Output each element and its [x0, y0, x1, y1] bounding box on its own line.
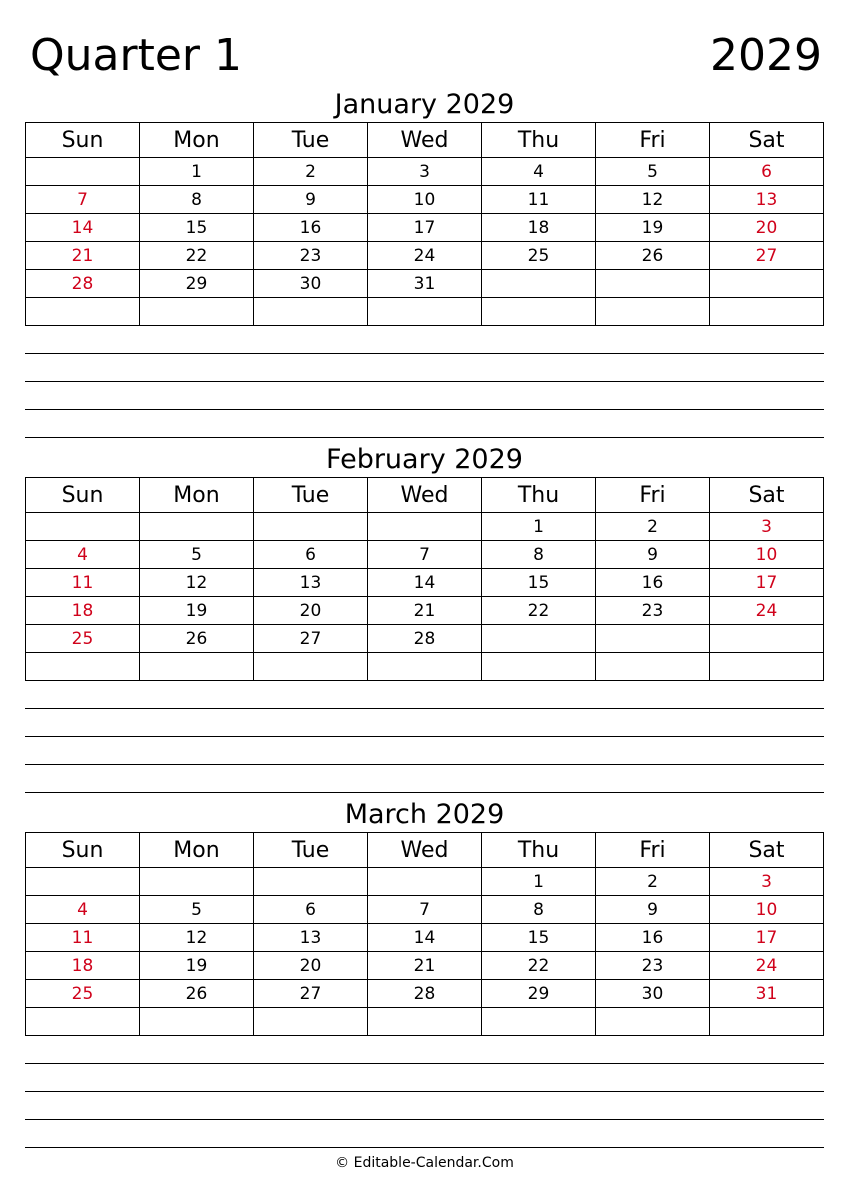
- weekday-header-fri: Fri: [596, 833, 710, 868]
- day-cell: 19: [140, 952, 254, 980]
- day-cell: [482, 1008, 596, 1036]
- day-cell: 15: [482, 924, 596, 952]
- day-cell: 24: [710, 952, 824, 980]
- day-cell: [710, 298, 824, 326]
- week-row: [26, 868, 824, 896]
- day-cell: 19: [140, 597, 254, 625]
- day-cell: [26, 513, 140, 541]
- note-line: [25, 1036, 824, 1064]
- weekday-header-row: [26, 833, 824, 868]
- week-row: [26, 569, 824, 597]
- day-cell: 15: [140, 214, 254, 242]
- day-cell: 2: [254, 158, 368, 186]
- day-cell: 25: [26, 625, 140, 653]
- day-cell: 3: [368, 158, 482, 186]
- weekday-header-tue: Tue: [254, 478, 368, 513]
- day-cell: [482, 653, 596, 681]
- day-cell: 6: [254, 541, 368, 569]
- weekday-header-sat: Sat: [710, 833, 824, 868]
- day-cell: 18: [26, 952, 140, 980]
- day-cell: 14: [368, 569, 482, 597]
- day-cell: [140, 513, 254, 541]
- day-cell: [710, 653, 824, 681]
- notes-area: [25, 1036, 824, 1148]
- day-cell: 21: [368, 597, 482, 625]
- weekday-header-wed: Wed: [368, 833, 482, 868]
- day-cell: 31: [368, 270, 482, 298]
- day-cell: 6: [254, 896, 368, 924]
- month-title: February 2029: [326, 444, 523, 475]
- day-cell: 10: [368, 186, 482, 214]
- day-cell: 1: [482, 513, 596, 541]
- day-cell: [26, 158, 140, 186]
- day-cell: 10: [710, 541, 824, 569]
- day-cell: 17: [710, 569, 824, 597]
- day-cell: 22: [482, 952, 596, 980]
- month-block-january: [25, 88, 824, 438]
- note-line: [25, 326, 824, 354]
- week-row: [26, 980, 824, 1008]
- week-row: [26, 541, 824, 569]
- day-cell: 23: [596, 597, 710, 625]
- day-cell: [140, 653, 254, 681]
- day-cell: 14: [26, 214, 140, 242]
- weekday-header-wed: Wed: [368, 123, 482, 158]
- day-cell: 4: [26, 541, 140, 569]
- day-cell: 27: [710, 242, 824, 270]
- weekday-header-row: [26, 478, 824, 513]
- day-cell: [596, 1008, 710, 1036]
- day-cell: 8: [140, 186, 254, 214]
- notes-area: [25, 681, 824, 793]
- day-cell: 9: [596, 896, 710, 924]
- day-cell: 7: [368, 541, 482, 569]
- day-cell: 4: [482, 158, 596, 186]
- note-line: [25, 1120, 824, 1148]
- day-cell: [596, 298, 710, 326]
- day-cell: 18: [26, 597, 140, 625]
- day-cell: 27: [254, 980, 368, 1008]
- week-row: [26, 924, 824, 952]
- day-cell: [26, 653, 140, 681]
- note-line: [25, 709, 824, 737]
- weekday-header-tue: Tue: [254, 833, 368, 868]
- day-cell: [254, 513, 368, 541]
- day-cell: 16: [596, 569, 710, 597]
- day-cell: 3: [710, 513, 824, 541]
- day-cell: 25: [482, 242, 596, 270]
- note-line: [25, 382, 824, 410]
- day-cell: [596, 625, 710, 653]
- day-cell: 28: [368, 625, 482, 653]
- weekday-header-thu: Thu: [482, 478, 596, 513]
- day-cell: 22: [140, 242, 254, 270]
- day-cell: 20: [710, 214, 824, 242]
- day-cell: 21: [368, 952, 482, 980]
- note-line: [25, 354, 824, 382]
- day-cell: 11: [26, 569, 140, 597]
- day-cell: [710, 625, 824, 653]
- day-cell: 9: [596, 541, 710, 569]
- day-cell: [368, 653, 482, 681]
- day-cell: 2: [596, 513, 710, 541]
- day-cell: [254, 868, 368, 896]
- day-cell: 30: [596, 980, 710, 1008]
- calendar-grid: [25, 832, 824, 1036]
- day-cell: [140, 1008, 254, 1036]
- weekday-header-thu: Thu: [482, 833, 596, 868]
- day-cell: [254, 653, 368, 681]
- day-cell: [596, 653, 710, 681]
- month-title: March 2029: [344, 799, 505, 830]
- day-cell: 5: [140, 896, 254, 924]
- day-cell: [254, 1008, 368, 1036]
- weekday-header-thu: Thu: [482, 123, 596, 158]
- weekday-header-wed: Wed: [368, 478, 482, 513]
- weekday-header-sat: Sat: [710, 123, 824, 158]
- day-cell: 15: [482, 569, 596, 597]
- day-cell: 27: [254, 625, 368, 653]
- day-cell: 13: [254, 924, 368, 952]
- day-cell: 26: [596, 242, 710, 270]
- day-cell: 5: [596, 158, 710, 186]
- day-cell: 20: [254, 597, 368, 625]
- day-cell: 1: [482, 868, 596, 896]
- day-cell: [140, 868, 254, 896]
- weekday-header-mon: Mon: [140, 833, 254, 868]
- weekday-header-mon: Mon: [140, 478, 254, 513]
- day-cell: 8: [482, 896, 596, 924]
- day-cell: 1: [140, 158, 254, 186]
- day-cell: 12: [140, 924, 254, 952]
- day-cell: [710, 1008, 824, 1036]
- notes-area: [25, 326, 824, 438]
- week-row: [26, 242, 824, 270]
- day-cell: 8: [482, 541, 596, 569]
- day-cell: 21: [26, 242, 140, 270]
- calendar-grid: [25, 122, 824, 326]
- weekday-header-mon: Mon: [140, 123, 254, 158]
- note-line: [25, 410, 824, 438]
- day-cell: 13: [710, 186, 824, 214]
- day-cell: 11: [26, 924, 140, 952]
- day-cell: 7: [26, 186, 140, 214]
- day-cell: 28: [368, 980, 482, 1008]
- weekday-header-tue: Tue: [254, 123, 368, 158]
- weekday-header-sat: Sat: [710, 478, 824, 513]
- day-cell: 26: [140, 980, 254, 1008]
- month-block-february: [25, 443, 824, 793]
- note-line: [25, 737, 824, 765]
- day-cell: [368, 1008, 482, 1036]
- day-cell: 9: [254, 186, 368, 214]
- day-cell: [482, 270, 596, 298]
- day-cell: [710, 270, 824, 298]
- footer-copyright: © Editable-Calendar.Com: [335, 1155, 514, 1171]
- day-cell: 4: [26, 896, 140, 924]
- day-cell: 31: [710, 980, 824, 1008]
- day-cell: [26, 868, 140, 896]
- page-title: Quarter 1: [30, 30, 242, 81]
- week-row: [26, 298, 824, 326]
- day-cell: 28: [26, 270, 140, 298]
- day-cell: 24: [710, 597, 824, 625]
- weekday-header-sun: Sun: [26, 833, 140, 868]
- day-cell: 6: [710, 158, 824, 186]
- weekday-header-sun: Sun: [26, 123, 140, 158]
- day-cell: 30: [254, 270, 368, 298]
- day-cell: 17: [368, 214, 482, 242]
- weekday-header-sun: Sun: [26, 478, 140, 513]
- day-cell: 20: [254, 952, 368, 980]
- day-cell: 25: [26, 980, 140, 1008]
- day-cell: [368, 298, 482, 326]
- day-cell: [254, 298, 368, 326]
- day-cell: 23: [254, 242, 368, 270]
- week-row: [26, 214, 824, 242]
- day-cell: 22: [482, 597, 596, 625]
- day-cell: 10: [710, 896, 824, 924]
- weekday-header-fri: Fri: [596, 478, 710, 513]
- week-row: [26, 625, 824, 653]
- day-cell: [26, 298, 140, 326]
- day-cell: 18: [482, 214, 596, 242]
- week-row: [26, 513, 824, 541]
- day-cell: 5: [140, 541, 254, 569]
- day-cell: 3: [710, 868, 824, 896]
- day-cell: 12: [596, 186, 710, 214]
- week-row: [26, 158, 824, 186]
- note-line: [25, 1064, 824, 1092]
- day-cell: 29: [482, 980, 596, 1008]
- day-cell: 24: [368, 242, 482, 270]
- day-cell: 11: [482, 186, 596, 214]
- week-row: [26, 952, 824, 980]
- day-cell: [596, 270, 710, 298]
- day-cell: [368, 513, 482, 541]
- day-cell: [26, 1008, 140, 1036]
- note-line: [25, 765, 824, 793]
- day-cell: [482, 625, 596, 653]
- weekday-header-row: [26, 123, 824, 158]
- day-cell: 14: [368, 924, 482, 952]
- day-cell: [140, 298, 254, 326]
- note-line: [25, 681, 824, 709]
- day-cell: 17: [710, 924, 824, 952]
- day-cell: 29: [140, 270, 254, 298]
- day-cell: 23: [596, 952, 710, 980]
- month-title: January 2029: [334, 89, 515, 120]
- week-row: [26, 896, 824, 924]
- day-cell: [368, 868, 482, 896]
- month-block-march: [25, 798, 824, 1148]
- week-row: [26, 186, 824, 214]
- week-row: [26, 597, 824, 625]
- page-year: 2029: [710, 30, 822, 81]
- day-cell: 13: [254, 569, 368, 597]
- day-cell: 26: [140, 625, 254, 653]
- weekday-header-fri: Fri: [596, 123, 710, 158]
- calendar-grid: [25, 477, 824, 681]
- day-cell: 7: [368, 896, 482, 924]
- week-row: [26, 1008, 824, 1036]
- day-cell: 2: [596, 868, 710, 896]
- day-cell: [482, 298, 596, 326]
- day-cell: 16: [254, 214, 368, 242]
- note-line: [25, 1092, 824, 1120]
- day-cell: 16: [596, 924, 710, 952]
- week-row: [26, 653, 824, 681]
- day-cell: 19: [596, 214, 710, 242]
- week-row: [26, 270, 824, 298]
- day-cell: 12: [140, 569, 254, 597]
